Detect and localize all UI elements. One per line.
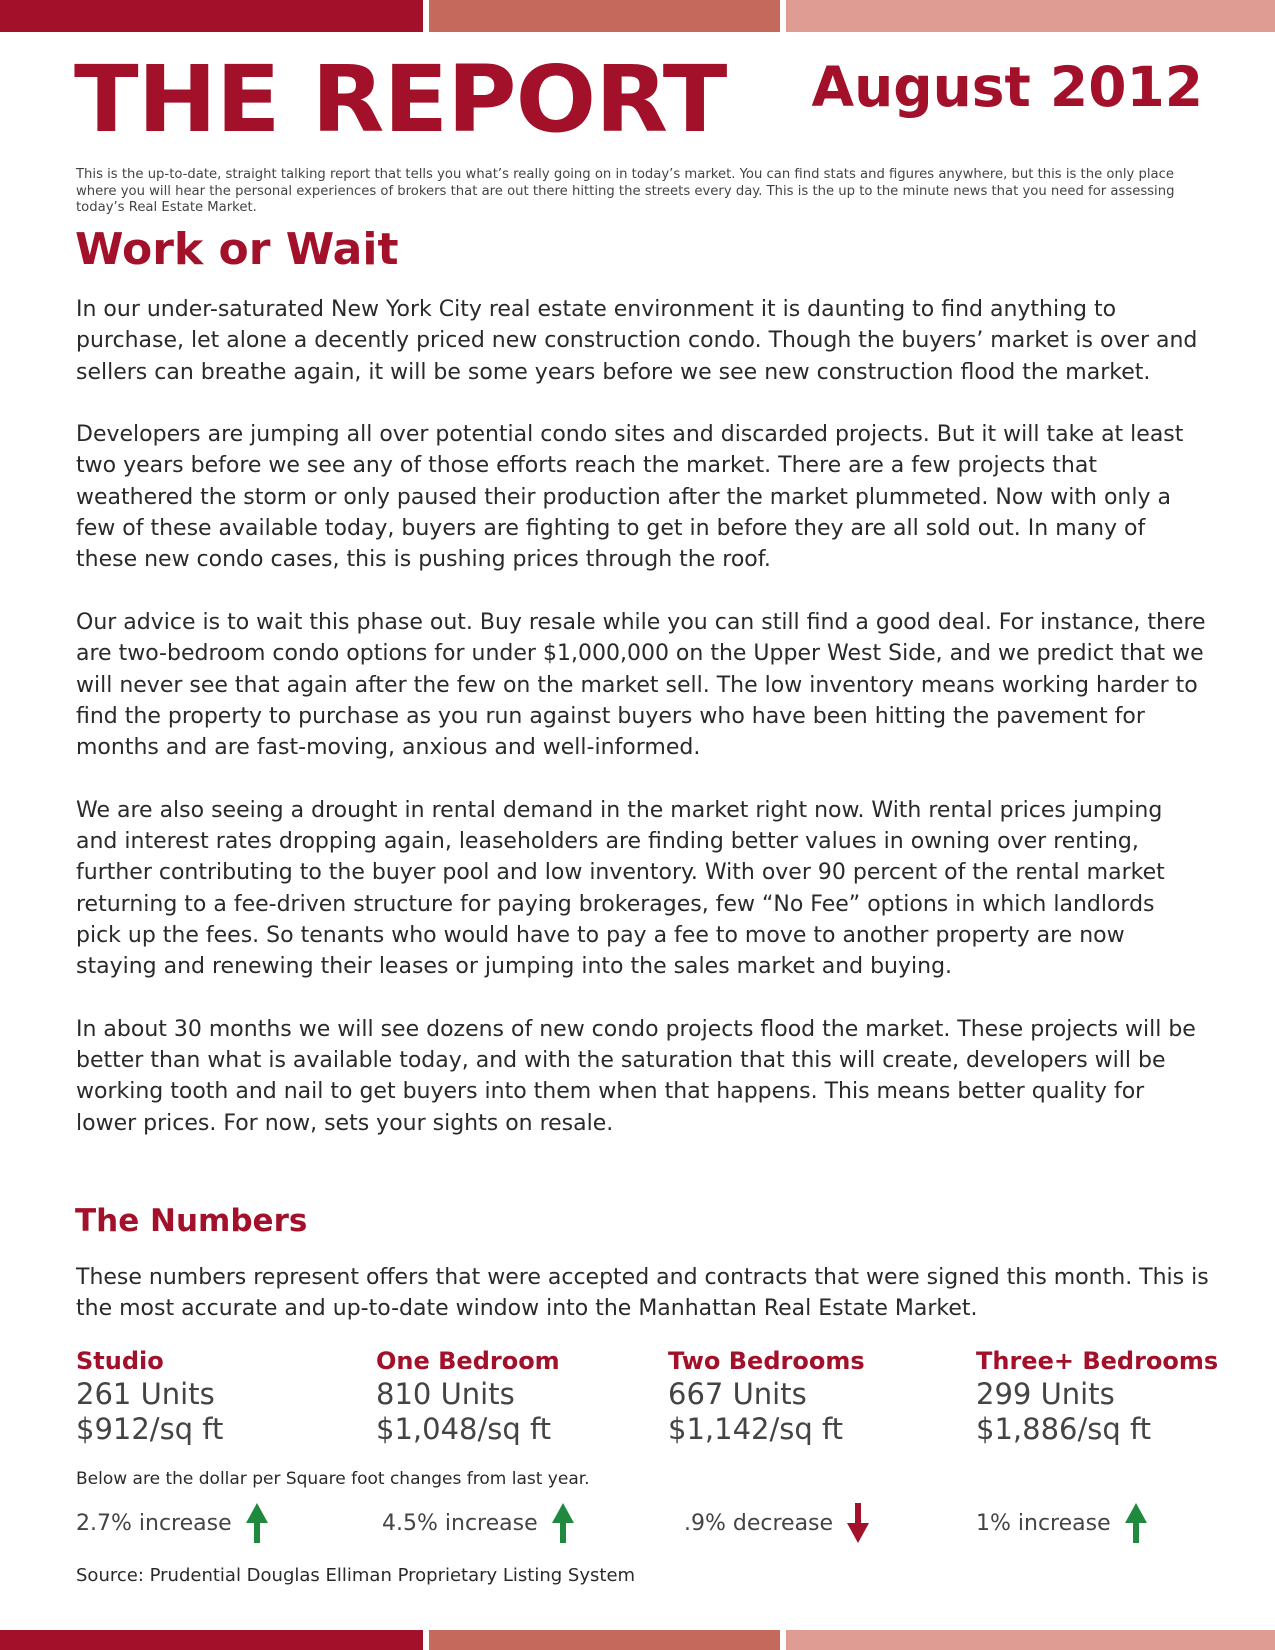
- numbers-heading: The Numbers: [75, 1203, 308, 1239]
- change-three-plus-bedrooms: [976, 1502, 1147, 1544]
- article-body: [76, 294, 1206, 1170]
- stat-price: $1,886/sq ft: [976, 1412, 1152, 1446]
- change-text: 4.5% increase: [382, 1510, 538, 1536]
- intro-text: This is the up-to-date, straight talking report that tells you what’s really going on in today’s market. You can find stats and figures anywhere, but this is the only place where you will hear the personal experiences of brokers that are out there hitting the streets every day. This is the up to the minute news that you need for assessing today’s Real Estate Market.: [76, 167, 1175, 215]
- stat-price: $1,048/sq ft: [376, 1412, 552, 1446]
- change-two-bedrooms: [684, 1502, 869, 1544]
- article-paragraph: In about 30 months we will see dozens of new condo projects flood the market. These projects will be better than what is available today, and with the saturation that this will create, developers will be working tooth and nail to get buyers into them when that happens. This means better quality for lower prices. For now, sets your sights on resale.: [76, 1016, 1196, 1136]
- bottom-bar-mid: [429, 1630, 780, 1650]
- top-bar-dark: [0, 0, 423, 32]
- stat-category: One Bedroom: [376, 1347, 560, 1375]
- arrow-up-icon: [246, 1503, 268, 1543]
- article-paragraph: We are also seeing a drought in rental demand in the market right now. With rental prices jumping and interest rates dropping again, leaseholders are finding better values in owning over renting, further contributing to the buyer pool and low inventory. With over 90 percent of the rental market returning to a fee-driven structure for paying brokerages, few “No Fee” options in which landlords pick up the fees. So tenants who would have to pay a fee to move to another property are now staying and renewing their leases or jumping into the sales market and buying.: [76, 797, 1165, 980]
- change-text: .9% decrease: [684, 1510, 834, 1536]
- stat-column-three-plus-bedrooms: [976, 1345, 1218, 1447]
- article-paragraph: Our advice is to wait this phase out. Buy resale while you can still find a good deal. For instance, there are two-bedroom condo options for under $1,000,000 on the Upper West Side, and we predict that we will never see that again after the few on the market sell. The low inventory means working harder to find the property to purchase as you run against buyers who have been hitting the pavement for months and are fast-moving, anxious and well-informed.: [76, 609, 1206, 761]
- change-text: 2.7% increase: [76, 1510, 232, 1536]
- source-note: Source: Prudential Douglas Elliman Proprietary Listing System: [76, 1565, 636, 1586]
- stat-units: 261 Units: [76, 1377, 215, 1411]
- stat-units: 810 Units: [376, 1377, 515, 1411]
- article-heading: Work or Wait: [75, 224, 399, 275]
- stat-category: Three+ Bedrooms: [976, 1347, 1219, 1375]
- stat-price: $1,142/sq ft: [668, 1412, 844, 1446]
- stat-column-one-bedroom: [376, 1345, 560, 1447]
- top-bar-light: [786, 0, 1275, 32]
- arrow-up-icon: [1125, 1503, 1147, 1543]
- change-note: Below are the dollar per Square foot changes from last year.: [76, 1469, 590, 1489]
- bottom-bar-light: [786, 1630, 1275, 1650]
- report-title: THE REPORT: [74, 46, 727, 153]
- article-paragraph: Developers are jumping all over potential condo sites and discarded projects. But it will take at least two years before we see any of those efforts reach the market. There are a few projects that weathered the storm or only paused their production after the market plummeted. Now with only a few of these available today, buyers are fighting to get in before they are all sold out. In many of these new condo cases, this is pushing prices through the roof.: [76, 422, 1184, 573]
- arrow-down-icon: [847, 1503, 869, 1543]
- stat-column-two-bedrooms: [668, 1345, 865, 1447]
- stat-units: 667 Units: [668, 1377, 807, 1411]
- article-paragraph: In our under-saturated New York City real estate environment it is daunting to find anything to purchase, let alone a decently priced new construction condo. Though the buyers’ market is over and sellers can breathe again, it will be some years before we see new construction flood the market.: [76, 297, 1198, 385]
- stat-category: Two Bedrooms: [668, 1347, 865, 1375]
- change-text: 1% increase: [976, 1510, 1111, 1536]
- change-studio: [76, 1502, 268, 1544]
- bottom-bar-dark: [0, 1630, 423, 1650]
- top-bar-mid: [429, 0, 780, 32]
- report-date: August 2012: [811, 55, 1203, 119]
- arrow-up-icon: [552, 1503, 574, 1543]
- stat-units: 299 Units: [976, 1377, 1115, 1411]
- stat-category: Studio: [76, 1347, 164, 1375]
- change-one-bedroom: [382, 1502, 574, 1544]
- stat-price: $912/sq ft: [76, 1412, 224, 1446]
- numbers-intro: These numbers represent offers that were accepted and contracts that were signed this month. This is the most accurate and up-to-date window into the Manhattan Real Estate Market.: [76, 1265, 1209, 1321]
- stat-column-studio: [76, 1345, 223, 1447]
